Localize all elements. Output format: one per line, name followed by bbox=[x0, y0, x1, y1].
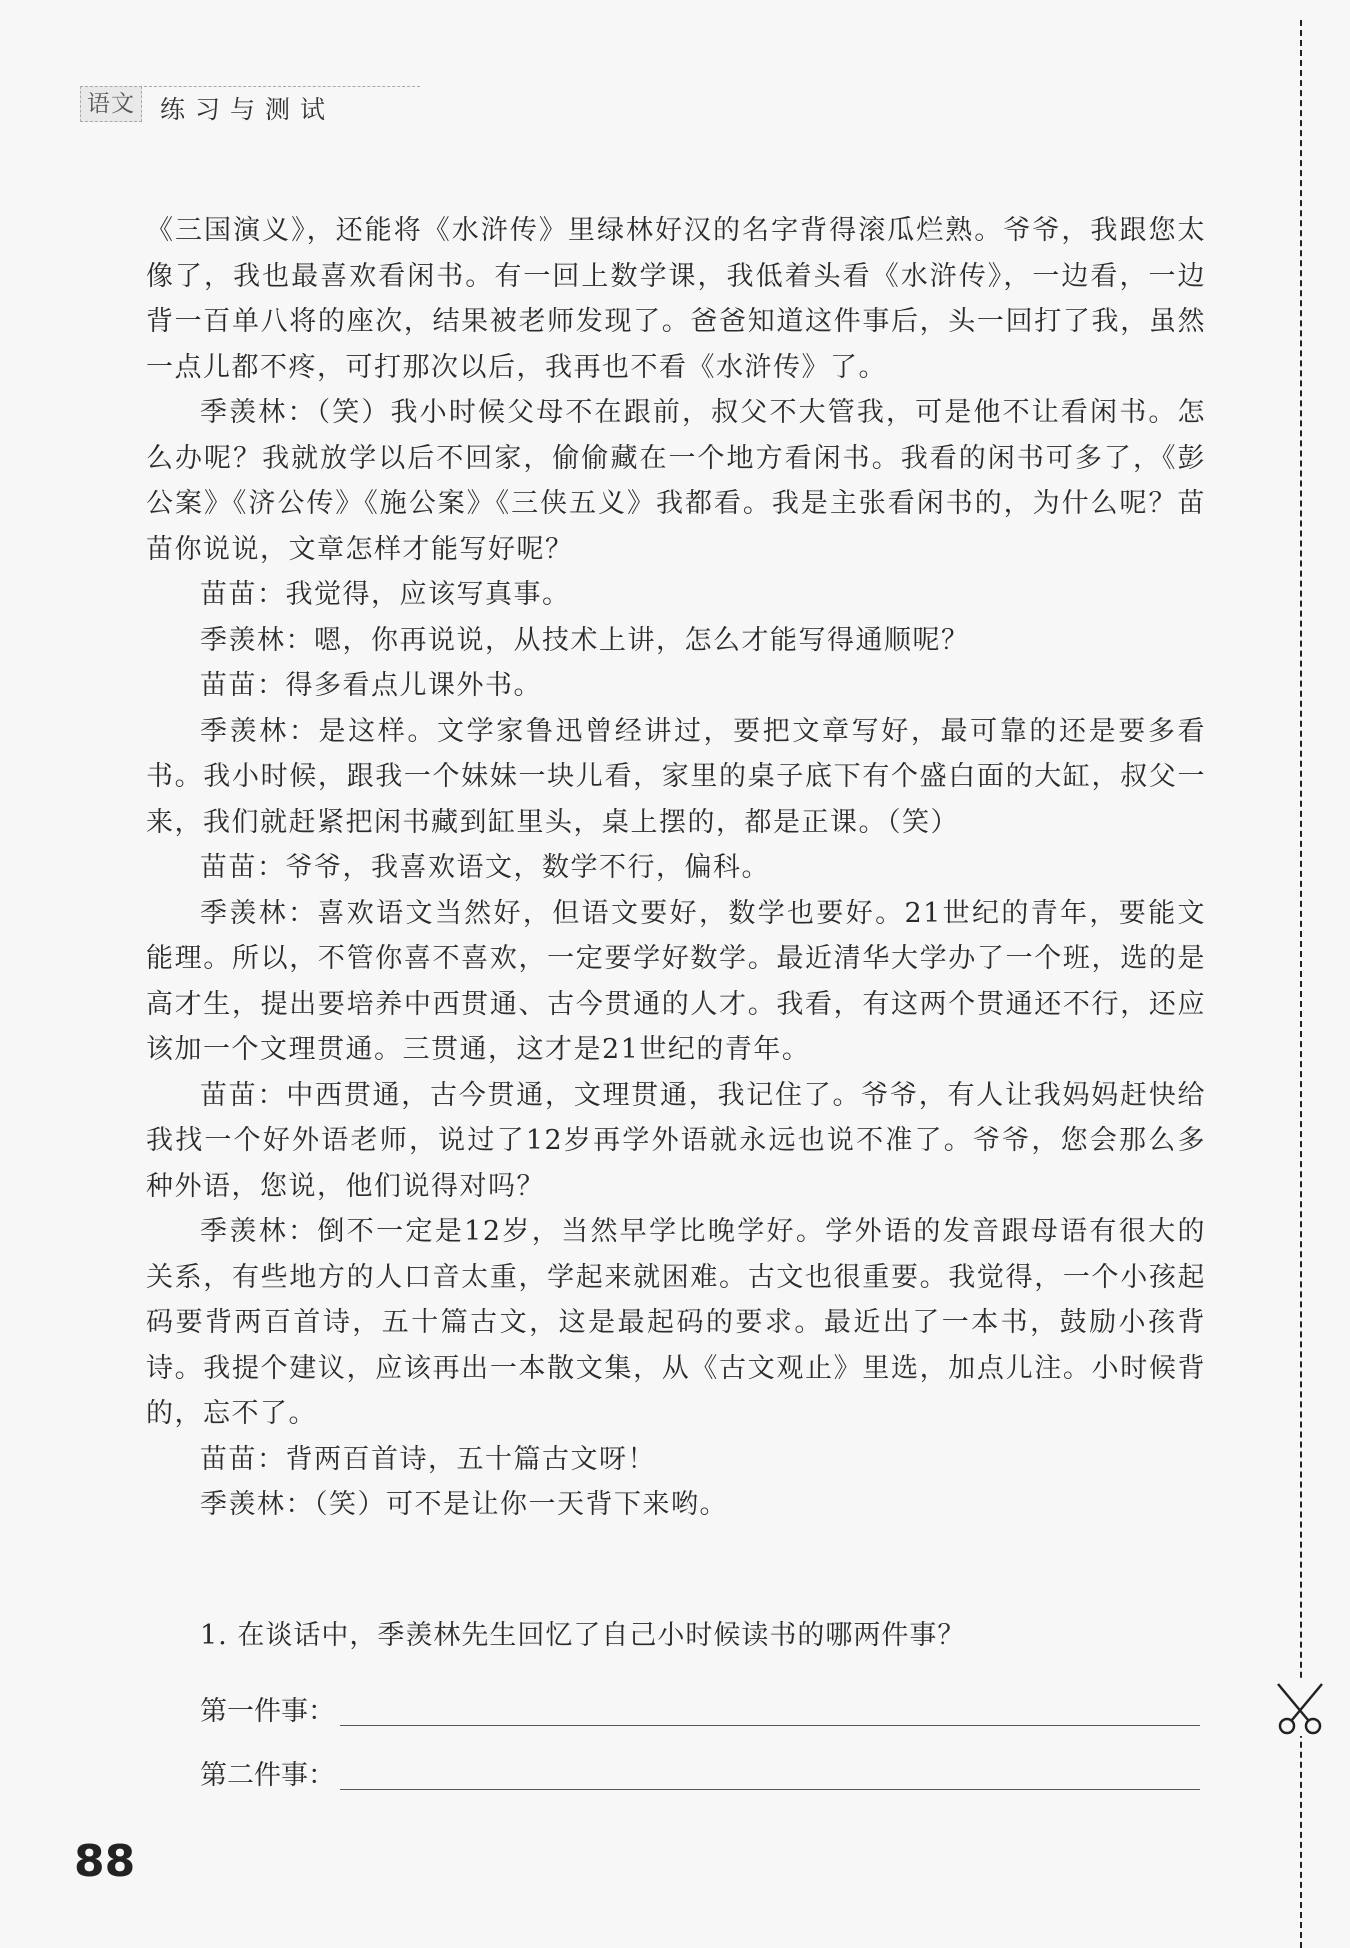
paragraph-8: 季羡林：喜欢语文当然好，但语文要好，数学也要好。21世纪的青年，要能文能理。所以，不管你喜不喜欢，一定要学好数学。最近清华大学办了一个班，选的是高才生，提出要培养中西贯通、古今贯通的人才。我看，有这两个贯通还不行，还应该加一个文理贯通。三贯通，这才是21世纪的青年。 bbox=[146, 897, 1206, 1065]
cut-line bbox=[1300, 20, 1302, 1948]
header-rule bbox=[144, 86, 420, 87]
paragraph-7: 苗苗：爷爷，我喜欢语文，数学不行，偏科。 bbox=[200, 852, 770, 883]
answer-line-2[interactable] bbox=[340, 1789, 1200, 1790]
scissors-icon bbox=[1272, 1680, 1328, 1736]
paragraph-5: 苗苗：得多看点儿课外书。 bbox=[200, 670, 542, 701]
answer-row-2 bbox=[200, 1746, 1200, 1796]
header-title: 练习与测试 bbox=[160, 95, 336, 124]
answer-label-2: 第二件事： bbox=[200, 1760, 335, 1791]
paragraph-6: 季羡林：是这样。文学家鲁迅曾经讲过，要把文章写好，最可靠的还是要多看书。我小时候，跟我一个妹妹一块儿看，家里的桌子底下有个盛白面的大缸，叔父一来，我们就赶紧把闲书藏到缸里头，桌上摆的，都是正课。（笑） bbox=[146, 715, 1206, 838]
body-text bbox=[146, 208, 1206, 1528]
paragraph-9: 苗苗：中西贯通，古今贯通，文理贯通，我记住了。爷爷，有人让我妈妈赶快给我找一个好外语老师，说过了12岁再学外语就永远也说不准了。爷爷，您会那么多种外语，您说，他们说得对吗？ bbox=[146, 1079, 1206, 1202]
subject-tag: 语文 bbox=[80, 86, 142, 122]
paragraph-3: 苗苗：我觉得，应该写真事。 bbox=[200, 579, 571, 610]
answer-label-1: 第一件事： bbox=[200, 1696, 335, 1727]
page-number: 88 bbox=[74, 1836, 136, 1887]
question-1: 1. 在谈话中，季羡林先生回忆了自己小时候读书的哪两件事？ bbox=[200, 1620, 966, 1651]
answer-line-1[interactable] bbox=[340, 1725, 1200, 1726]
paragraph-10: 季羡林：倒不一定是12岁，当然早学比晚学好。学外语的发音跟母语有很大的关系，有些地方的人口音太重，学起来就困难。古文也很重要。我觉得，一个小孩起码要背两百首诗，五十篇古文，这是最起码的要求。最近出了一本书，鼓励小孩背诗。我提个建议，应该再出一本散文集，从《古文观止》里选，加点儿注。小时候背的，忘不了。 bbox=[146, 1216, 1206, 1429]
paragraph-4: 季羡林：嗯，你再说说，从技术上讲，怎么才能写得通顺呢？ bbox=[200, 624, 970, 656]
answer-row-1 bbox=[200, 1682, 1200, 1732]
paragraph-1: 《三国演义》，还能将《水浒传》里绿林好汉的名字背得滚瓜烂熟。爷爷，我跟您太像了，我也最喜欢看闲书。有一回上数学课，我低着头看《水浒传》，一边看，一边背一百单八将的座次，结果被老师发现了。爸爸知道这件事后，头一回打了我，虽然一点儿都不疼，可打那次以后，我再也不看《水浒传》了。 bbox=[146, 215, 1206, 383]
paragraph-12: 季羡林：（笑）可不是让你一天背下来哟。 bbox=[200, 1489, 728, 1520]
paragraph-2: 季羡林：（笑）我小时候父母不在跟前，叔父不大管我，可是他不让看闲书。怎么办呢？我就放学以后不回家，偷偷藏在一个地方看闲书。我看的闲书可多了，《彭公案》《济公传》《施公案》《三侠五义》我都看。我是主张看闲书的，为什么呢？苗苗你说说，文章怎样才能写好呢？ bbox=[146, 397, 1206, 565]
paragraph-11: 苗苗：背两百首诗，五十篇古文呀！ bbox=[200, 1443, 656, 1475]
